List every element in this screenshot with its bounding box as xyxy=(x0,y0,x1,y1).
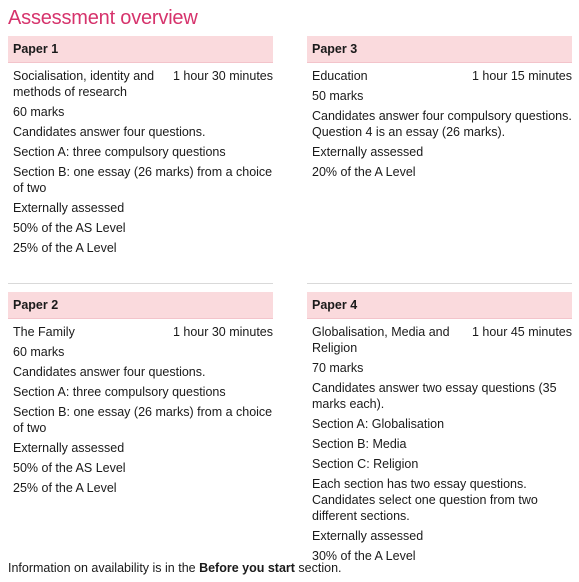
availability-note-text: Information on availability is in the xyxy=(8,561,200,575)
papers-grid xyxy=(8,36,574,563)
paper-4-duration: 1 hour 45 minutes xyxy=(471,325,572,339)
paper-3-duration: 1 hour 15 minutes xyxy=(471,69,572,83)
paper-4-card xyxy=(307,292,572,563)
paper-2-duration: 1 hour 30 minutes xyxy=(172,325,273,339)
paper-1-header: Paper 1 xyxy=(8,36,273,63)
paper-3-name: Education xyxy=(312,69,368,83)
paper-4-detail: 30% of the A Level xyxy=(312,549,416,563)
paper-2-detail: Candidates answer four questions. xyxy=(13,365,206,379)
paper-4-header: Paper 4 xyxy=(307,292,572,319)
paper-2-detail: 60 marks xyxy=(13,345,65,359)
paper-4-detail: Section A: Globalisation xyxy=(312,417,445,431)
availability-note-end: section. xyxy=(294,561,342,575)
paper-3-title-row xyxy=(312,68,572,84)
paper-3-body xyxy=(307,63,572,284)
paper-4-detail: Candidates answer two essay questions (35 marks each). xyxy=(312,381,557,411)
paper-3-detail: Externally assessed xyxy=(312,145,424,159)
paper-1-body xyxy=(8,63,273,284)
paper-3-card xyxy=(307,36,572,284)
before-you-start-reference: Before you start xyxy=(199,561,295,575)
paper-2-detail: Externally assessed xyxy=(13,441,125,455)
paper-2-detail: 25% of the A Level xyxy=(13,481,117,495)
paper-1-duration: 1 hour 30 minutes xyxy=(172,69,273,83)
paper-4-name: Globalisation, Media and Religion xyxy=(312,325,450,355)
paper-2-detail: Section A: three compulsory questions xyxy=(13,385,226,399)
paper-3-detail: 50 marks xyxy=(312,89,364,103)
paper-1-detail: 25% of the A Level xyxy=(13,241,117,255)
page-title: Assessment overview xyxy=(8,7,198,29)
paper-1-detail: Section A: three compulsory questions xyxy=(13,145,226,159)
paper-3-header: Paper 3 xyxy=(307,36,572,63)
paper-3-detail: Candidates answer four compulsory questions. Question 4 is an essay (26 marks). xyxy=(312,109,572,139)
paper-3-detail: 20% of the A Level xyxy=(312,165,416,179)
paper-4-detail: Each section has two essay questions. Candidates select one question from two different sections. xyxy=(312,477,538,523)
availability-note xyxy=(8,560,342,576)
paper-1-detail: 50% of the AS Level xyxy=(13,221,126,235)
paper-2-name: The Family xyxy=(13,325,75,339)
paper-1-card xyxy=(8,36,273,284)
paper-4-detail: Externally assessed xyxy=(312,529,424,543)
paper-1-detail: Candidates answer four questions. xyxy=(13,125,206,139)
paper-4-detail: Section C: Religion xyxy=(312,457,419,471)
paper-4-detail: 70 marks xyxy=(312,361,364,375)
paper-2-body xyxy=(8,319,273,560)
paper-4-title-row xyxy=(312,324,572,356)
paper-1-detail: 60 marks xyxy=(13,105,65,119)
paper-2-detail: 50% of the AS Level xyxy=(13,461,126,475)
paper-1-name: Socialisation, identity and methods of research xyxy=(13,69,155,99)
paper-4-body xyxy=(307,319,572,568)
paper-2-detail: Section B: one essay (26 marks) from a choice of two xyxy=(13,405,273,435)
paper-1-title-row xyxy=(13,68,273,100)
paper-2-card xyxy=(8,292,273,560)
paper-4-detail: Section B: Media xyxy=(312,437,407,451)
paper-1-detail: Externally assessed xyxy=(13,201,125,215)
paper-2-header: Paper 2 xyxy=(8,292,273,319)
paper-2-title-row xyxy=(13,324,273,340)
paper-1-detail: Section B: one essay (26 marks) from a choice of two xyxy=(13,165,273,195)
